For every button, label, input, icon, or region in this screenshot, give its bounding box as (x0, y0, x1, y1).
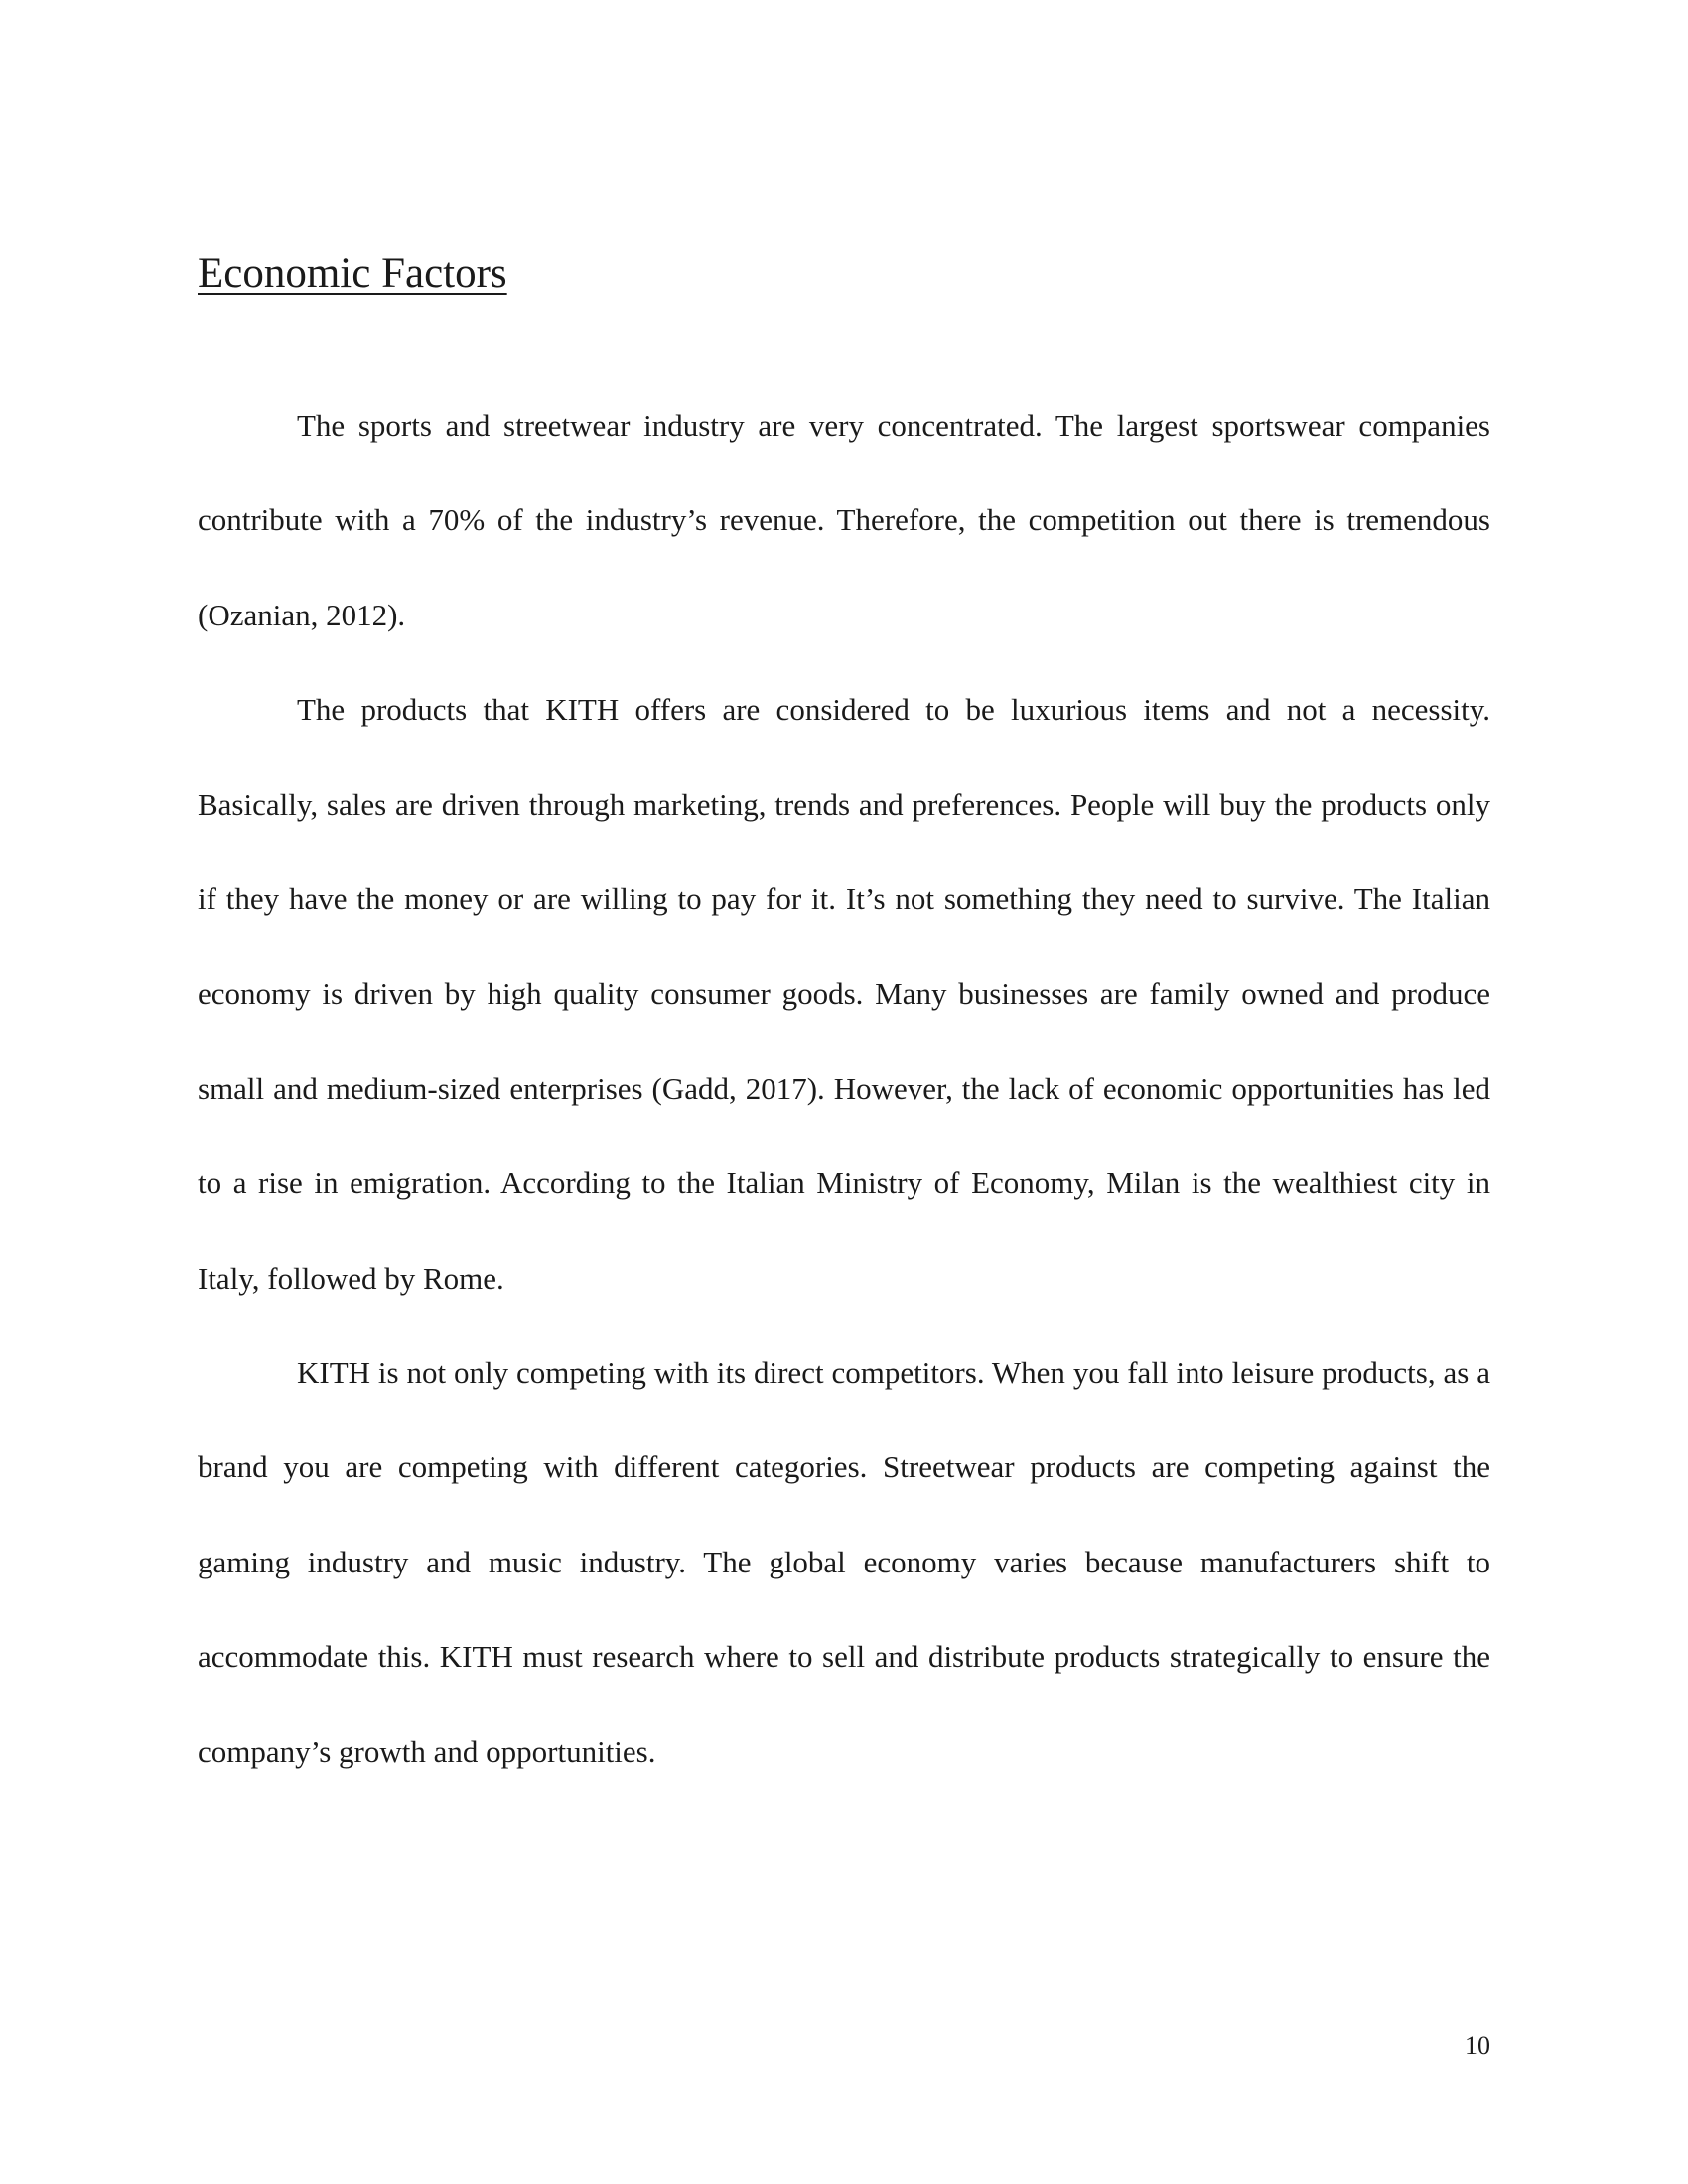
paragraph-2: The products that KITH offers are considered to be luxurious items and not a necessity. Basically, sales are driven through marketing, trends and preferences. People will buy the products only if they have the money or are willing to pay for it. It’s not something they need to survive. The Italian economy is driven by high quality consumer goods. Many businesses are family owned and produce small and medium-sized enterprises (Gadd, 2017). However, the lack of economic opportunities has led to a rise in emigration. According to the Italian Ministry of Economy, Milan is the wealthiest city in Italy, followed by Rome. (198, 692, 1490, 1296)
page-number: 10 (1465, 2031, 1490, 2060)
section-heading: Economic Factors (198, 250, 507, 297)
paragraph-3: KITH is not only competing with its direct competitors. When you fall into leisure products, as a brand you are competing with different categories. Streetwear products are competing against the gaming industry and music industry. The global economy varies because manufacturers shift to accommodate this. KITH must research where to sell and distribute products strategically to ensure the company’s growth and opportunities. (198, 1355, 1490, 1769)
paragraph-1: The sports and streetwear industry are very concentrated. The largest sportswear companies contribute with a 70% of the industry’s revenue. Therefore, the competition out there is tremendous (Ozanian, 2012). (198, 408, 1490, 632)
body-text (198, 378, 1490, 1799)
